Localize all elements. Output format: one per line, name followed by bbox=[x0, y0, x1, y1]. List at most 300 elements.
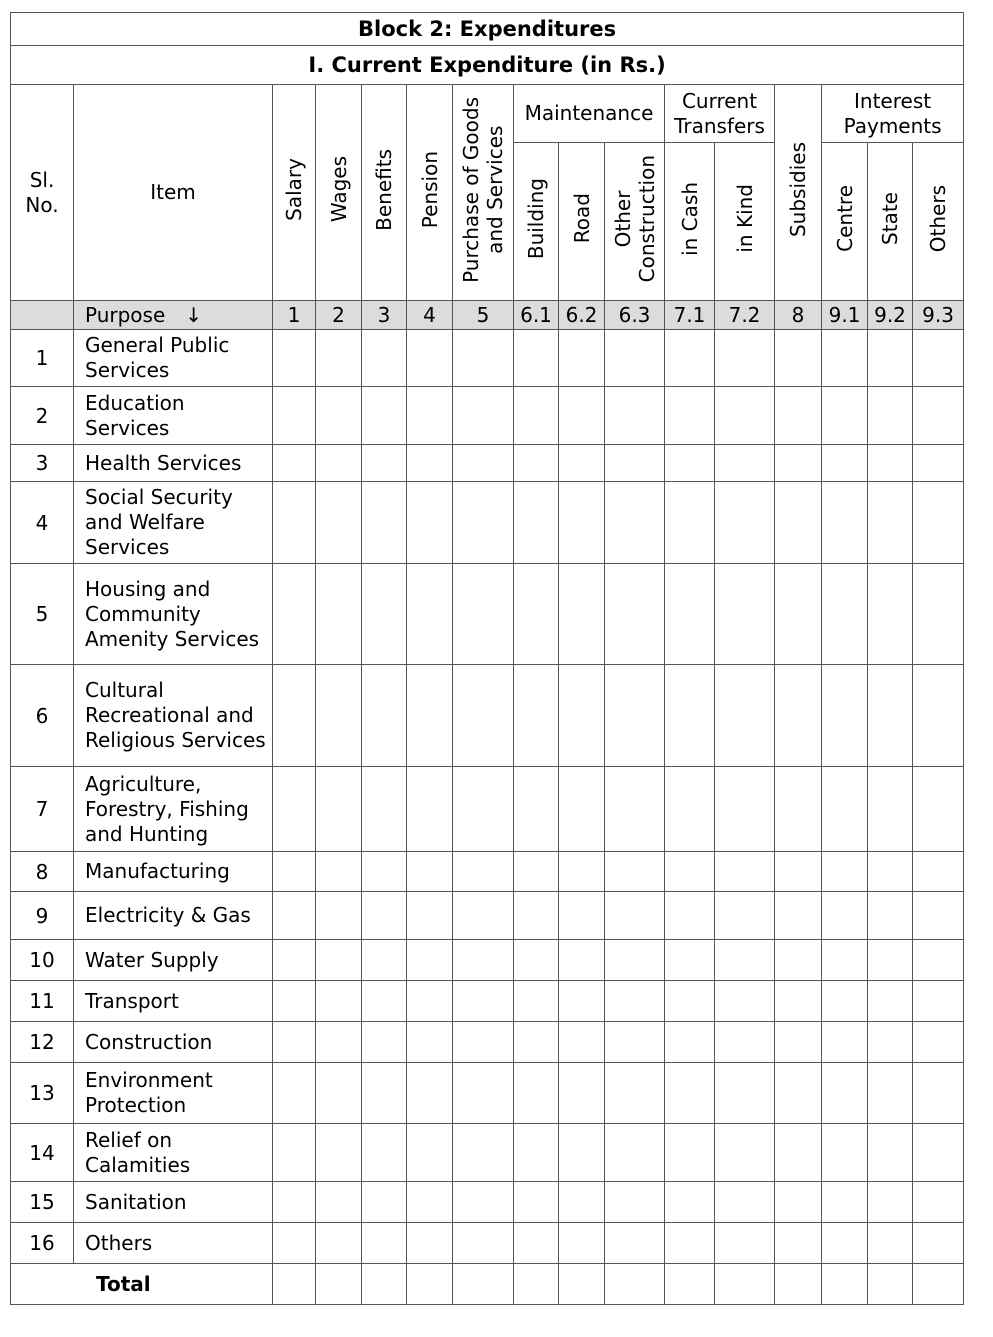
row-item-label: Environment Protection bbox=[74, 1063, 273, 1124]
purpose-code: 3 bbox=[362, 301, 407, 330]
header-state-label: State bbox=[878, 192, 902, 245]
entry-cell[interactable] bbox=[715, 482, 775, 564]
entry-cell[interactable] bbox=[715, 981, 775, 1022]
entry-cell[interactable] bbox=[715, 1124, 775, 1182]
entry-cell[interactable] bbox=[715, 445, 775, 482]
entry-cell[interactable] bbox=[715, 1022, 775, 1063]
row-sl-no: 1 bbox=[11, 330, 74, 387]
entry-cell[interactable] bbox=[407, 892, 453, 940]
entry-cell[interactable] bbox=[316, 1223, 362, 1264]
entry-cell[interactable] bbox=[453, 445, 514, 482]
entry-cell[interactable] bbox=[775, 665, 822, 767]
header-item-label: Item bbox=[150, 180, 196, 204]
entry-cell[interactable] bbox=[453, 330, 514, 387]
entry-cell[interactable] bbox=[316, 1124, 362, 1182]
entry-cell[interactable] bbox=[775, 564, 822, 665]
total-cell[interactable] bbox=[913, 1264, 964, 1305]
entry-cell[interactable] bbox=[665, 852, 715, 892]
header-in-cash bbox=[665, 143, 715, 301]
entry-cell[interactable] bbox=[453, 1063, 514, 1124]
entry-cell[interactable] bbox=[868, 1063, 913, 1124]
entry-cell[interactable] bbox=[559, 387, 605, 445]
entry-cell[interactable] bbox=[453, 767, 514, 852]
entry-cell[interactable] bbox=[822, 1182, 868, 1223]
table-row bbox=[11, 1063, 964, 1124]
table-row bbox=[11, 330, 964, 387]
entry-cell[interactable] bbox=[665, 767, 715, 852]
entry-cell[interactable] bbox=[407, 1063, 453, 1124]
total-cell[interactable] bbox=[362, 1264, 407, 1305]
entry-cell[interactable] bbox=[822, 767, 868, 852]
entry-cell[interactable] bbox=[559, 892, 605, 940]
entry-cell[interactable] bbox=[913, 482, 964, 564]
entry-cell[interactable] bbox=[559, 981, 605, 1022]
header-wages bbox=[316, 85, 362, 301]
entry-cell[interactable] bbox=[316, 1063, 362, 1124]
entry-cell[interactable] bbox=[407, 665, 453, 767]
entry-cell[interactable] bbox=[559, 1182, 605, 1223]
total-label: Total bbox=[11, 1264, 273, 1305]
entry-cell[interactable] bbox=[715, 1182, 775, 1223]
entry-cell[interactable] bbox=[868, 564, 913, 665]
row-sl-no: 5 bbox=[11, 564, 74, 665]
entry-cell[interactable] bbox=[715, 1063, 775, 1124]
entry-cell[interactable] bbox=[868, 445, 913, 482]
entry-cell[interactable] bbox=[407, 482, 453, 564]
entry-cell[interactable] bbox=[715, 330, 775, 387]
header-maintenance bbox=[514, 85, 665, 143]
entry-cell[interactable] bbox=[514, 1022, 559, 1063]
header-purchase-label: Purchase of Goods and Services bbox=[459, 96, 507, 283]
entry-cell[interactable] bbox=[273, 564, 316, 665]
entry-cell[interactable] bbox=[316, 665, 362, 767]
entry-cell[interactable] bbox=[775, 981, 822, 1022]
row-item-label: General Public Services bbox=[74, 330, 273, 387]
entry-cell[interactable] bbox=[362, 445, 407, 482]
row-sl-no: 8 bbox=[11, 852, 74, 892]
entry-cell[interactable] bbox=[775, 940, 822, 981]
entry-cell[interactable] bbox=[715, 665, 775, 767]
entry-cell[interactable] bbox=[316, 940, 362, 981]
entry-cell[interactable] bbox=[775, 1223, 822, 1264]
entry-cell[interactable] bbox=[605, 1182, 665, 1223]
row-sl-no: 14 bbox=[11, 1124, 74, 1182]
entry-cell[interactable] bbox=[605, 1063, 665, 1124]
entry-cell[interactable] bbox=[559, 330, 605, 387]
entry-cell[interactable] bbox=[407, 387, 453, 445]
entry-cell[interactable] bbox=[775, 1124, 822, 1182]
entry-cell[interactable] bbox=[453, 1182, 514, 1223]
entry-cell[interactable] bbox=[514, 445, 559, 482]
row-item-label: Health Services bbox=[74, 445, 273, 482]
entry-cell[interactable] bbox=[407, 445, 453, 482]
entry-cell[interactable] bbox=[362, 482, 407, 564]
entry-cell[interactable] bbox=[362, 665, 407, 767]
entry-cell[interactable] bbox=[273, 445, 316, 482]
header-interest-payments bbox=[822, 85, 964, 143]
entry-cell[interactable] bbox=[407, 1124, 453, 1182]
expenditure-table bbox=[10, 12, 964, 1305]
entry-cell[interactable] bbox=[273, 940, 316, 981]
header-road-label: Road bbox=[569, 193, 594, 244]
header-other-construction-label: Other Construction bbox=[610, 154, 659, 283]
entry-cell[interactable] bbox=[913, 1182, 964, 1223]
entry-cell[interactable] bbox=[868, 852, 913, 892]
row-sl-no: 11 bbox=[11, 981, 74, 1022]
entry-cell[interactable] bbox=[362, 852, 407, 892]
entry-cell[interactable] bbox=[559, 767, 605, 852]
entry-cell[interactable] bbox=[665, 387, 715, 445]
entry-cell[interactable] bbox=[453, 1022, 514, 1063]
entry-cell[interactable] bbox=[605, 767, 665, 852]
entry-cell[interactable] bbox=[362, 387, 407, 445]
entry-cell[interactable] bbox=[316, 445, 362, 482]
header-in-kind bbox=[715, 143, 775, 301]
entry-cell[interactable] bbox=[559, 1124, 605, 1182]
arrow-down-icon: ↓ bbox=[185, 302, 203, 327]
entry-cell[interactable] bbox=[913, 892, 964, 940]
entry-cell[interactable] bbox=[913, 1223, 964, 1264]
entry-cell[interactable] bbox=[665, 1124, 715, 1182]
total-cell[interactable] bbox=[822, 1264, 868, 1305]
entry-cell[interactable] bbox=[514, 1223, 559, 1264]
entry-cell[interactable] bbox=[316, 1182, 362, 1223]
entry-cell[interactable] bbox=[822, 940, 868, 981]
entry-cell[interactable] bbox=[822, 1124, 868, 1182]
entry-cell[interactable] bbox=[453, 387, 514, 445]
entry-cell[interactable] bbox=[514, 767, 559, 852]
header-salary-label: Salary bbox=[282, 158, 306, 221]
entry-cell[interactable] bbox=[665, 445, 715, 482]
table-row bbox=[11, 1022, 964, 1063]
header-purchase bbox=[453, 85, 514, 301]
entry-cell[interactable] bbox=[273, 1063, 316, 1124]
entry-cell[interactable] bbox=[559, 940, 605, 981]
entry-cell[interactable] bbox=[407, 330, 453, 387]
header-interest-payments-label: Interest Payments bbox=[843, 88, 942, 138]
header-others-label: Others bbox=[926, 184, 951, 253]
entry-cell[interactable] bbox=[913, 564, 964, 665]
entry-cell[interactable] bbox=[913, 1063, 964, 1124]
entry-cell[interactable] bbox=[316, 482, 362, 564]
header-others bbox=[913, 143, 964, 301]
purpose-code: 7.1 bbox=[665, 301, 715, 330]
entry-cell[interactable] bbox=[316, 387, 362, 445]
total-cell[interactable] bbox=[407, 1264, 453, 1305]
entry-cell[interactable] bbox=[868, 387, 913, 445]
entry-cell[interactable] bbox=[605, 482, 665, 564]
entry-cell[interactable] bbox=[605, 387, 665, 445]
entry-cell[interactable] bbox=[605, 1124, 665, 1182]
entry-cell[interactable] bbox=[559, 665, 605, 767]
entry-cell[interactable] bbox=[514, 665, 559, 767]
entry-cell[interactable] bbox=[514, 981, 559, 1022]
entry-cell[interactable] bbox=[775, 852, 822, 892]
entry-cell[interactable] bbox=[822, 482, 868, 564]
entry-cell[interactable] bbox=[868, 482, 913, 564]
total-cell[interactable] bbox=[559, 1264, 605, 1305]
entry-cell[interactable] bbox=[605, 564, 665, 665]
header-salary bbox=[273, 85, 316, 301]
entry-cell[interactable] bbox=[453, 1223, 514, 1264]
entry-cell[interactable] bbox=[362, 564, 407, 665]
entry-cell[interactable] bbox=[559, 564, 605, 665]
entry-cell[interactable] bbox=[273, 482, 316, 564]
entry-cell[interactable] bbox=[605, 852, 665, 892]
header-state bbox=[868, 143, 913, 301]
entry-cell[interactable] bbox=[407, 1182, 453, 1223]
header-maintenance-label: Maintenance bbox=[524, 101, 654, 125]
entry-cell[interactable] bbox=[822, 445, 868, 482]
total-cell[interactable] bbox=[605, 1264, 665, 1305]
entry-cell[interactable] bbox=[913, 387, 964, 445]
entry-cell[interactable] bbox=[316, 767, 362, 852]
entry-cell[interactable] bbox=[316, 981, 362, 1022]
total-cell[interactable] bbox=[453, 1264, 514, 1305]
purpose-code: 8 bbox=[775, 301, 822, 330]
row-item-label: Others bbox=[74, 1223, 273, 1264]
total-cell[interactable] bbox=[868, 1264, 913, 1305]
entry-cell[interactable] bbox=[775, 445, 822, 482]
entry-cell[interactable] bbox=[273, 387, 316, 445]
entry-cell[interactable] bbox=[822, 981, 868, 1022]
entry-cell[interactable] bbox=[715, 564, 775, 665]
entry-cell[interactable] bbox=[665, 1223, 715, 1264]
entry-cell[interactable] bbox=[868, 1124, 913, 1182]
header-benefits-label: Benefits bbox=[372, 148, 396, 231]
entry-cell[interactable] bbox=[559, 1022, 605, 1063]
entry-cell[interactable] bbox=[316, 1022, 362, 1063]
entry-cell[interactable] bbox=[514, 482, 559, 564]
row-sl-no: 10 bbox=[11, 940, 74, 981]
entry-cell[interactable] bbox=[665, 981, 715, 1022]
entry-cell[interactable] bbox=[316, 852, 362, 892]
entry-cell[interactable] bbox=[453, 1124, 514, 1182]
entry-cell[interactable] bbox=[775, 1063, 822, 1124]
entry-cell[interactable] bbox=[822, 330, 868, 387]
entry-cell[interactable] bbox=[453, 981, 514, 1022]
entry-cell[interactable] bbox=[822, 892, 868, 940]
entry-cell[interactable] bbox=[913, 940, 964, 981]
entry-cell[interactable] bbox=[913, 665, 964, 767]
entry-cell[interactable] bbox=[775, 482, 822, 564]
entry-cell[interactable] bbox=[407, 1022, 453, 1063]
total-cell[interactable] bbox=[316, 1264, 362, 1305]
entry-cell[interactable] bbox=[407, 981, 453, 1022]
entry-cell[interactable] bbox=[514, 940, 559, 981]
total-cell[interactable] bbox=[715, 1264, 775, 1305]
header-current-transfers-label: Current Transfers bbox=[674, 88, 765, 138]
entry-cell[interactable] bbox=[273, 1182, 316, 1223]
table-row bbox=[11, 852, 964, 892]
entry-cell[interactable] bbox=[822, 1022, 868, 1063]
entry-cell[interactable] bbox=[362, 1022, 407, 1063]
entry-cell[interactable] bbox=[273, 981, 316, 1022]
entry-cell[interactable] bbox=[715, 892, 775, 940]
entry-cell[interactable] bbox=[362, 1182, 407, 1223]
entry-cell[interactable] bbox=[273, 1223, 316, 1264]
purpose-code: 7.2 bbox=[715, 301, 775, 330]
entry-cell[interactable] bbox=[868, 940, 913, 981]
entry-cell[interactable] bbox=[913, 767, 964, 852]
entry-cell[interactable] bbox=[559, 445, 605, 482]
entry-cell[interactable] bbox=[775, 1182, 822, 1223]
entry-cell[interactable] bbox=[913, 1022, 964, 1063]
table-row bbox=[11, 387, 964, 445]
entry-cell[interactable] bbox=[273, 1124, 316, 1182]
row-item-label: Housing and Community Amenity Services bbox=[74, 564, 273, 665]
entry-cell[interactable] bbox=[407, 767, 453, 852]
entry-cell[interactable] bbox=[605, 892, 665, 940]
header-building bbox=[514, 143, 559, 301]
entry-cell[interactable] bbox=[514, 330, 559, 387]
entry-cell[interactable] bbox=[362, 1124, 407, 1182]
entry-cell[interactable] bbox=[453, 482, 514, 564]
entry-cell[interactable] bbox=[559, 1223, 605, 1264]
entry-cell[interactable] bbox=[913, 445, 964, 482]
entry-cell[interactable] bbox=[868, 767, 913, 852]
entry-cell[interactable] bbox=[453, 852, 514, 892]
entry-cell[interactable] bbox=[407, 940, 453, 981]
entry-cell[interactable] bbox=[362, 1063, 407, 1124]
entry-cell[interactable] bbox=[453, 892, 514, 940]
total-cell[interactable] bbox=[273, 1264, 316, 1305]
entry-cell[interactable] bbox=[605, 940, 665, 981]
entry-cell[interactable] bbox=[665, 482, 715, 564]
entry-cell[interactable] bbox=[605, 665, 665, 767]
entry-cell[interactable] bbox=[868, 665, 913, 767]
entry-cell[interactable] bbox=[316, 564, 362, 665]
entry-cell[interactable] bbox=[665, 1063, 715, 1124]
entry-cell[interactable] bbox=[913, 1124, 964, 1182]
entry-cell[interactable] bbox=[665, 1182, 715, 1223]
entry-cell[interactable] bbox=[822, 1063, 868, 1124]
entry-cell[interactable] bbox=[913, 981, 964, 1022]
entry-cell[interactable] bbox=[665, 665, 715, 767]
entry-cell[interactable] bbox=[822, 665, 868, 767]
header-road bbox=[559, 143, 605, 301]
entry-cell[interactable] bbox=[559, 482, 605, 564]
entry-cell[interactable] bbox=[868, 981, 913, 1022]
total-cell[interactable] bbox=[514, 1264, 559, 1305]
purpose-code: 6.2 bbox=[559, 301, 605, 330]
entry-cell[interactable] bbox=[514, 892, 559, 940]
entry-cell[interactable] bbox=[453, 564, 514, 665]
entry-cell[interactable] bbox=[559, 1063, 605, 1124]
entry-cell[interactable] bbox=[775, 1022, 822, 1063]
entry-cell[interactable] bbox=[362, 940, 407, 981]
entry-cell[interactable] bbox=[316, 892, 362, 940]
entry-cell[interactable] bbox=[273, 330, 316, 387]
row-item-label: Sanitation bbox=[74, 1182, 273, 1223]
entry-cell[interactable] bbox=[868, 1022, 913, 1063]
row-sl-no: 7 bbox=[11, 767, 74, 852]
entry-cell[interactable] bbox=[822, 387, 868, 445]
entry-cell[interactable] bbox=[775, 892, 822, 940]
row-item-label: Transport bbox=[74, 981, 273, 1022]
total-cell[interactable] bbox=[665, 1264, 715, 1305]
entry-cell[interactable] bbox=[605, 1223, 665, 1264]
entry-cell[interactable] bbox=[665, 330, 715, 387]
entry-cell[interactable] bbox=[362, 767, 407, 852]
entry-cell[interactable] bbox=[775, 387, 822, 445]
entry-cell[interactable] bbox=[715, 1223, 775, 1264]
entry-cell[interactable] bbox=[362, 981, 407, 1022]
entry-cell[interactable] bbox=[316, 330, 362, 387]
header-pension-label: Pension bbox=[417, 150, 442, 229]
entry-cell[interactable] bbox=[665, 892, 715, 940]
entry-cell[interactable] bbox=[273, 1022, 316, 1063]
entry-cell[interactable] bbox=[407, 1223, 453, 1264]
table-row bbox=[11, 665, 964, 767]
entry-cell[interactable] bbox=[822, 1223, 868, 1264]
purpose-code: 1 bbox=[273, 301, 316, 330]
entry-cell[interactable] bbox=[868, 1223, 913, 1264]
entry-cell[interactable] bbox=[273, 665, 316, 767]
row-item-label: Relief on Calamities bbox=[74, 1124, 273, 1182]
entry-cell[interactable] bbox=[715, 767, 775, 852]
entry-cell[interactable] bbox=[273, 852, 316, 892]
entry-cell[interactable] bbox=[514, 1182, 559, 1223]
entry-cell[interactable] bbox=[913, 330, 964, 387]
row-sl-no: 13 bbox=[11, 1063, 74, 1124]
entry-cell[interactable] bbox=[407, 564, 453, 665]
entry-cell[interactable] bbox=[453, 665, 514, 767]
header-centre bbox=[822, 143, 868, 301]
row-item-label: Education Services bbox=[74, 387, 273, 445]
entry-cell[interactable] bbox=[362, 330, 407, 387]
entry-cell[interactable] bbox=[605, 445, 665, 482]
entry-cell[interactable] bbox=[868, 1182, 913, 1223]
entry-cell[interactable] bbox=[605, 981, 665, 1022]
entry-cell[interactable] bbox=[665, 564, 715, 665]
row-sl-no: 12 bbox=[11, 1022, 74, 1063]
total-cell[interactable] bbox=[775, 1264, 822, 1305]
entry-cell[interactable] bbox=[775, 330, 822, 387]
entry-cell[interactable] bbox=[514, 1124, 559, 1182]
entry-cell[interactable] bbox=[715, 940, 775, 981]
entry-cell[interactable] bbox=[775, 767, 822, 852]
entry-cell[interactable] bbox=[514, 852, 559, 892]
entry-cell[interactable] bbox=[514, 564, 559, 665]
entry-cell[interactable] bbox=[665, 1022, 715, 1063]
entry-cell[interactable] bbox=[665, 940, 715, 981]
entry-cell[interactable] bbox=[514, 1063, 559, 1124]
entry-cell[interactable] bbox=[453, 940, 514, 981]
entry-cell[interactable] bbox=[715, 387, 775, 445]
entry-cell[interactable] bbox=[822, 852, 868, 892]
header-wages-label: Wages bbox=[326, 156, 351, 223]
entry-cell[interactable] bbox=[273, 892, 316, 940]
entry-cell[interactable] bbox=[514, 387, 559, 445]
entry-cell[interactable] bbox=[913, 852, 964, 892]
entry-cell[interactable] bbox=[362, 892, 407, 940]
entry-cell[interactable] bbox=[822, 564, 868, 665]
header-benefits bbox=[362, 85, 407, 301]
table-row bbox=[11, 1124, 964, 1182]
entry-cell[interactable] bbox=[407, 852, 453, 892]
entry-cell[interactable] bbox=[868, 330, 913, 387]
entry-cell[interactable] bbox=[273, 767, 316, 852]
entry-cell[interactable] bbox=[605, 330, 665, 387]
entry-cell[interactable] bbox=[559, 852, 605, 892]
entry-cell[interactable] bbox=[715, 852, 775, 892]
row-sl-no: 6 bbox=[11, 665, 74, 767]
entry-cell[interactable] bbox=[868, 892, 913, 940]
table-row bbox=[11, 767, 964, 852]
entry-cell[interactable] bbox=[362, 1223, 407, 1264]
entry-cell[interactable] bbox=[605, 1022, 665, 1063]
